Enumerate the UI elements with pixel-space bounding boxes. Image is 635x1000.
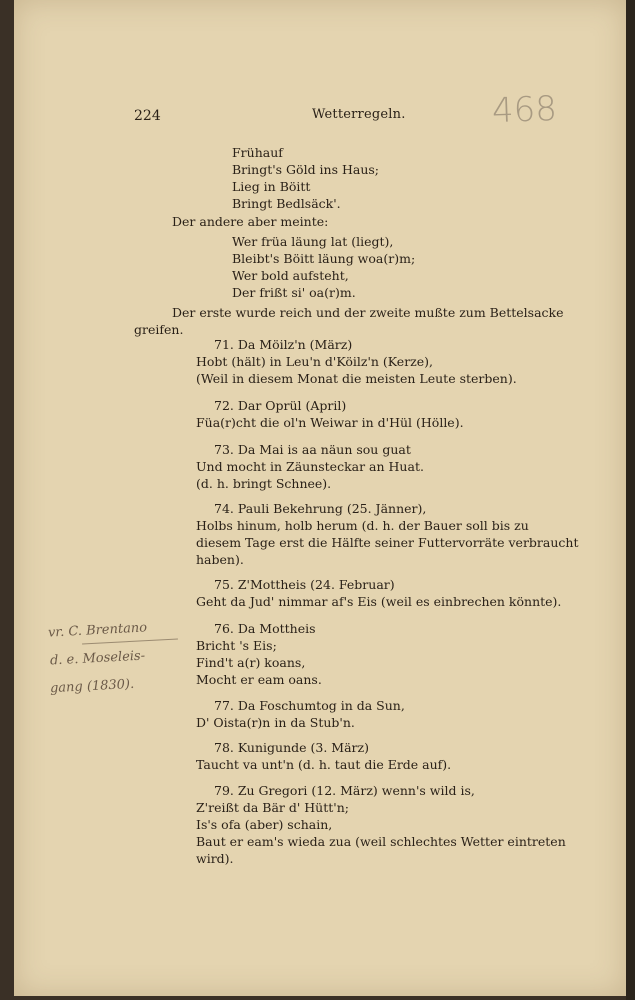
rule-heading: 73. Da Mai is aa näun sou guat: [214, 442, 411, 457]
text-line: Bricht 's Eis;: [196, 638, 277, 653]
text-line: Taucht va unt'n (d. h. taut die Erde auf).: [196, 757, 452, 772]
rule-heading: 79. Zu Gregori (12. März) wenn's wild is,: [214, 783, 475, 798]
running-title: Wetterregeln.: [312, 107, 406, 122]
rule-heading: 77. Da Foschumtog in da Sun,: [214, 698, 405, 713]
text-line: Wer früa läung lat (liegt),: [232, 234, 394, 249]
text-line: D' Oista(r)n in da Stub'n.: [196, 715, 355, 730]
text-line: Und mocht in Zäunsteckar an Huat.: [196, 459, 424, 474]
text-line: Find't a(r) koans,: [196, 655, 306, 670]
text-line: Z'reißt da Bär d' Hütt'n;: [196, 800, 349, 815]
text-line: greifen.: [134, 322, 184, 337]
text-line: Bleibt's Böitt läung woa(r)m;: [232, 251, 416, 266]
text-line: haben).: [196, 552, 244, 567]
text-line: Der erste wurde reich und der zweite mußte zum Bettelsacke: [172, 305, 564, 320]
margin-annotation-line: d. e. Moseleis-: [49, 648, 146, 669]
text-line: Hobt (hält) in Leu'n d'Köilz'n (Kerze),: [196, 354, 433, 369]
text-line: Der andere aber meinte:: [172, 214, 329, 229]
rule-heading: 78. Kunigunde (3. März): [214, 740, 369, 755]
margin-annotation-line: vr. C. Brentano: [47, 620, 148, 641]
pencil-folio-number: 468: [491, 88, 558, 132]
rule-heading: 76. Da Mottheis: [214, 621, 316, 636]
margin-annotation-line: gang (1830).: [49, 676, 135, 697]
text-line: (Weil in diesem Monat die meisten Leute sterben).: [196, 371, 517, 386]
text-line: Bringt Bedlsäck'.: [232, 196, 341, 211]
text-line: Mocht er eam oans.: [196, 672, 322, 687]
text-line: (d. h. bringt Schnee).: [196, 476, 332, 491]
text-line: Geht da Jud' nimmar af's Eis (weil es einbrechen könnte).: [196, 594, 562, 609]
text-line: Baut er eam's wieda zua (weil schlechtes Wetter eintreten: [196, 834, 566, 849]
text-line: Holbs hinum, holb herum (d. h. der Bauer soll bis zu: [196, 518, 529, 533]
text-line: Frühauf: [232, 145, 283, 160]
text-line: Bringt's Göld ins Haus;: [232, 162, 380, 177]
text-line: Füa(r)cht die ol'n Weiwar in d'Hül (Hölle).: [196, 415, 464, 430]
text-line: Wer bold aufsteht,: [232, 268, 349, 283]
rule-heading: 71. Da Möilz'n (März): [214, 337, 353, 352]
rule-heading: 74. Pauli Bekehrung (25. Jänner),: [214, 501, 427, 516]
rule-heading: 72. Dar Oprül (April): [214, 398, 347, 413]
page-number: 224: [134, 108, 161, 124]
text-line: Is's ofa (aber) schain,: [196, 817, 333, 832]
text-line: diesem Tage erst die Hälfte seiner Futtervorräte verbraucht: [196, 535, 579, 550]
scan-edge: [626, 0, 635, 1000]
text-line: Lieg in Böitt: [232, 179, 311, 194]
text-line: Der frißt si' oa(r)m.: [232, 285, 356, 300]
text-line: wird).: [196, 851, 234, 866]
rule-heading: 75. Z'Mottheis (24. Februar): [214, 577, 395, 592]
